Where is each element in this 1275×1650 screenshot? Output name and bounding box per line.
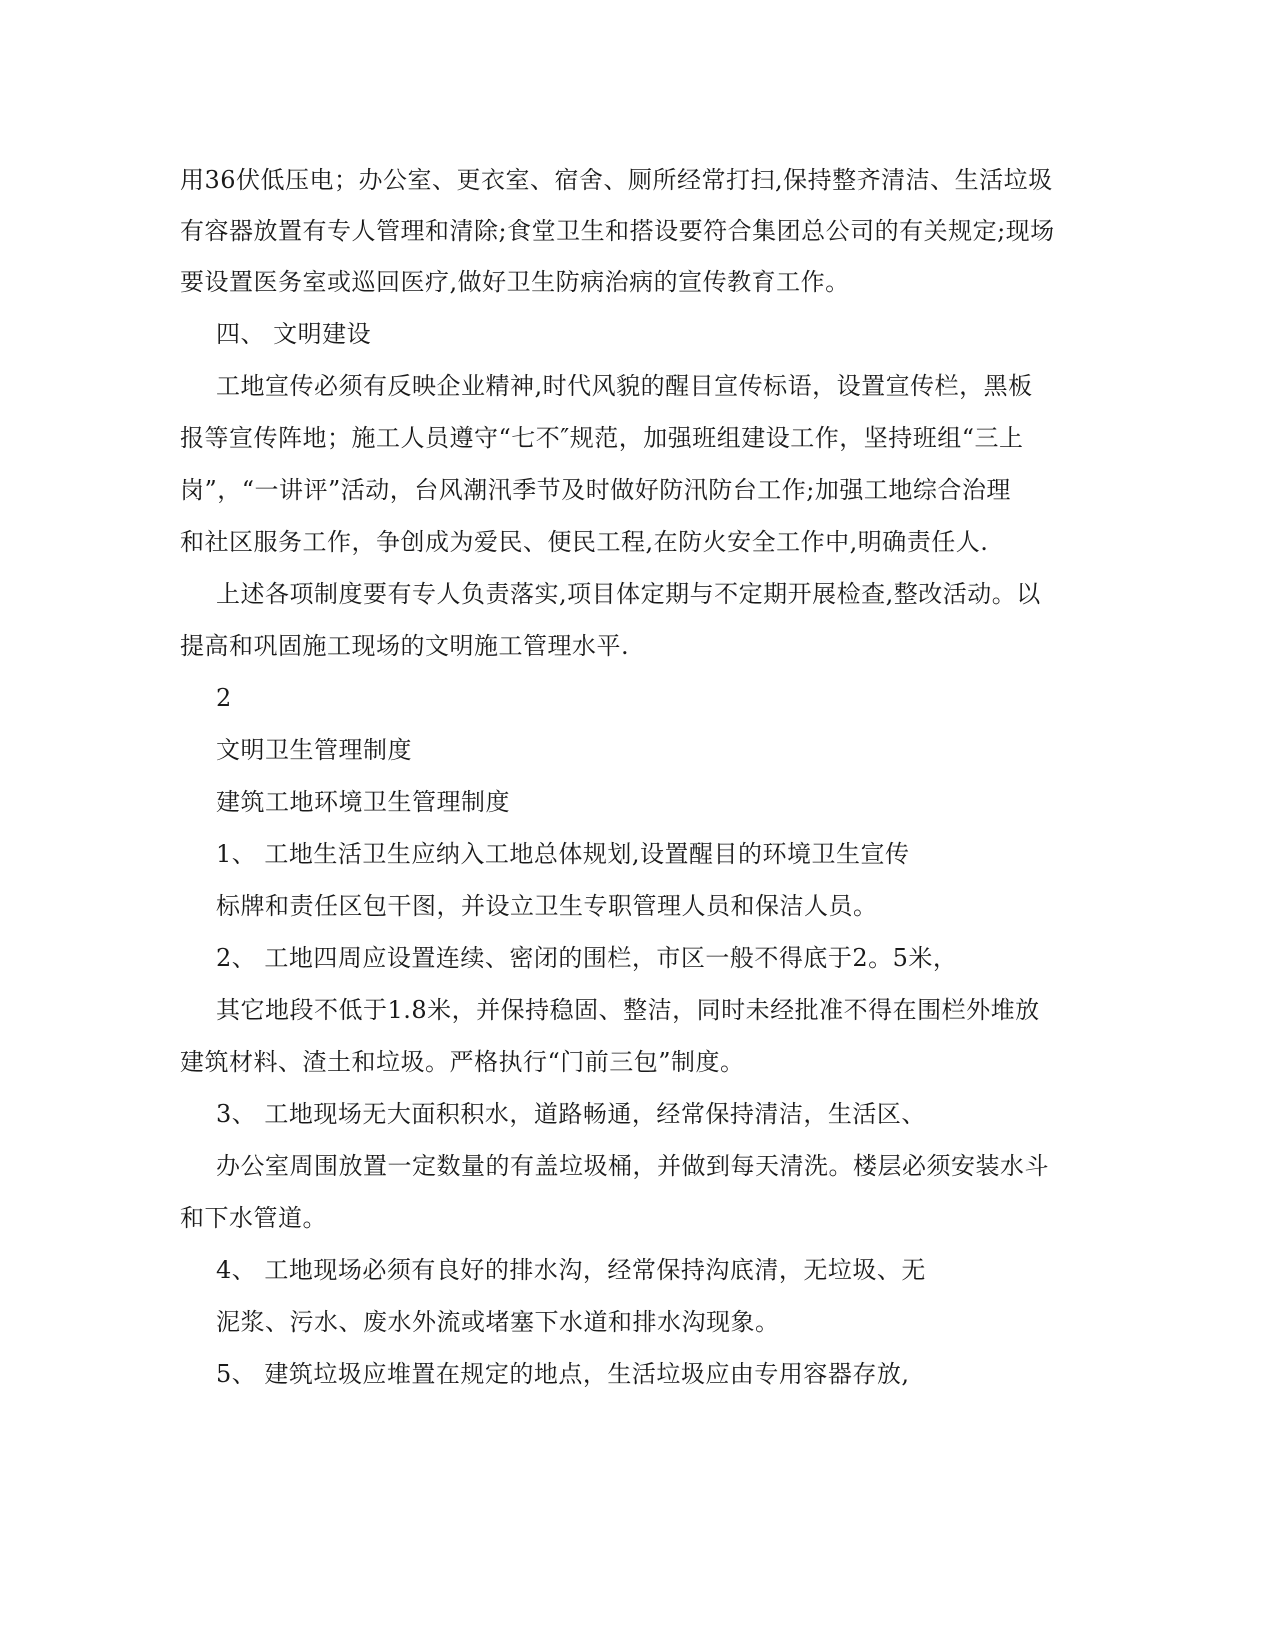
list-item: 4、 工地现场必须有良好的排水沟，经常保持沟底清，无垃圾、无 <box>216 1256 926 1284</box>
body-text-line: 岗”，“一讲评”活动，台风潮汛季节及时做好防汛防台工作;加强工地综合治理 <box>180 476 1011 504</box>
body-text-line: 有容器放置有专人管理和清除;食堂卫生和搭设要符合集团总公司的有关规定;现场 <box>180 217 1055 245</box>
body-text-line: 建筑材料、渣土和垃圾。严格执行“门前三包”制度。 <box>180 1048 745 1076</box>
body-text-line: 和社区服务工作，争创成为爱民、便民工程,在防火安全工作中,明确责任人. <box>180 528 989 556</box>
body-text-line: 泥浆、污水、废水外流或堵塞下水道和排水沟现象。 <box>216 1308 780 1336</box>
body-text-line: 标牌和责任区包干图，并设立卫生专职管理人员和保洁人员。 <box>216 892 878 920</box>
list-item: 1、 工地生活卫生应纳入工地总体规划,设置醒目的环境卫生宣传 <box>216 840 910 868</box>
section-heading: 四、 文明建设 <box>216 320 372 348</box>
body-text-line: 和下水管道。 <box>180 1204 327 1232</box>
page-number: 2 <box>216 684 232 712</box>
body-text-line: 其它地段不低于1.8米，并保持稳固、整洁，同时未经批准不得在围栏外堆放 <box>216 996 1040 1024</box>
body-text-line: 上述各项制度要有专人负责落实,项目体定期与不定期开展检查,整改活动。以 <box>216 580 1041 608</box>
list-item: 2、 工地四周应设置连续、密闭的围栏，市区一般不得底于2。5米， <box>216 944 958 972</box>
body-text-line: 办公室周围放置一定数量的有盖垃圾桶，并做到每天清洗。楼层必须安装水斗 <box>216 1152 1049 1180</box>
document-subtitle: 建筑工地环境卫生管理制度 <box>216 788 510 816</box>
body-text-line: 工地宣传必须有反映企业精神,时代风貌的醒目宣传标语，设置宣传栏，黑板 <box>216 372 1033 400</box>
body-text-line: 提高和巩固施工现场的文明施工管理水平. <box>180 632 630 660</box>
body-text-line: 用36伏低压电；办公室、更衣室、宿舍、厕所经常打扫,保持整齐清洁、生活垃圾 <box>180 166 1053 194</box>
list-item: 5、 建筑垃圾应堆置在规定的地点，生活垃圾应由专用容器存放, <box>216 1360 910 1388</box>
document-title: 文明卫生管理制度 <box>216 736 412 764</box>
body-text-line: 要设置医务室或巡回医疗,做好卫生防病治病的宣传教育工作。 <box>180 268 850 296</box>
list-item: 3、 工地现场无大面积积水，道路畅通，经常保持清洁，生活区、 <box>216 1100 926 1128</box>
body-text-line: 报等宣传阵地；施工人员遵守“七不″规范，加强班组建设工作，坚持班组“三上 <box>180 424 1024 452</box>
